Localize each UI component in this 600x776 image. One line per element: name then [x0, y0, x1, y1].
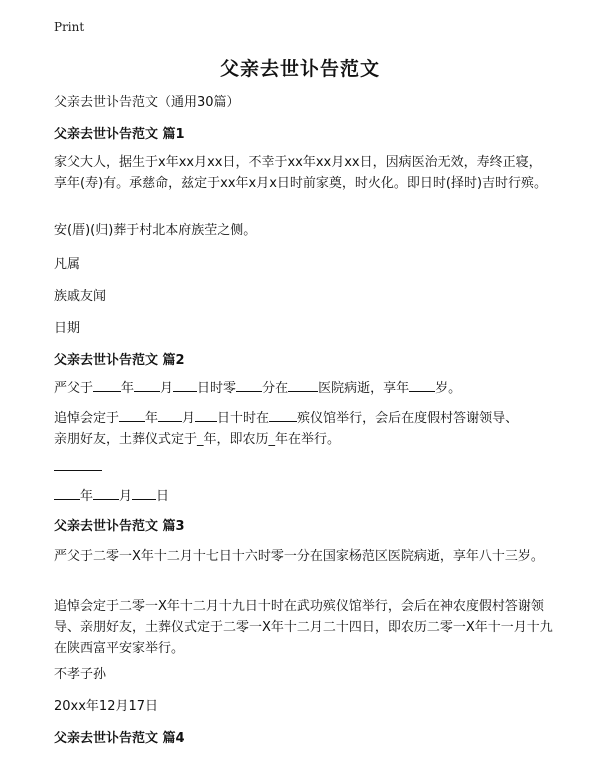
section-3-paragraph-1: 严父于二零一X年十二月十七日十六时零一分在国家杨范区医院病逝，享年八十三岁。: [54, 549, 544, 564]
blank-line: [119, 408, 145, 422]
text-segment: 月: [182, 411, 196, 426]
signature-line: [54, 470, 102, 471]
section-3-paragraph-2: 追悼会定于二零一X年十二月十九日十时在武功殡仪馆举行，会后在神农度假村答谢领导、亲朋好友，土葬仪式定于二零一X年十二月二十四日，即农历二零一X年十一月十九在陕西富平安家举行。: [54, 599, 553, 656]
blank-line: [288, 378, 318, 392]
text-segment: 岁。: [435, 381, 462, 396]
blank-line: [132, 486, 156, 500]
section-2-paragraph-2-line-1: [54, 408, 554, 429]
text-segment: 严父于: [54, 381, 94, 396]
text-segment: 日: [156, 489, 170, 504]
section-2-paragraph-2-line-2: 亲朋好友，土葬仪式定于_年，即农历_年在举行。: [54, 432, 341, 447]
text-segment: 分在: [262, 381, 289, 396]
blank-line: [158, 408, 182, 422]
text-segment: 殡仪馆举行，会后在度假村答谢领导、: [297, 411, 519, 426]
section-2-paragraph-2: [54, 408, 554, 450]
blank-line: [134, 378, 160, 392]
section-1-line-3: 凡属: [54, 257, 81, 272]
text-segment: 医院病逝，享年: [318, 381, 410, 396]
text-segment: 追悼会定于: [54, 411, 120, 426]
blank-line: [236, 378, 262, 392]
blank-line: [93, 378, 121, 392]
text-segment: 年: [121, 381, 135, 396]
section-1-paragraph-2: 安(厝)(归)葬于村北本府族茔之侧。: [54, 223, 257, 238]
section-heading-4: 父亲去世讣告范文 篇4: [54, 731, 185, 746]
section-1-paragraph-1: 家父大人，据生于x年xx月xx日，不幸于xx年xx月xx日，因病医治无效，寿终正寝，享年(寿)有。承慈命，兹定于xx年x月x日时前家奠，时火化。即日时(择时)吉时行殡。: [54, 155, 548, 191]
section-heading-3: 父亲去世讣告范文 篇3: [54, 519, 185, 534]
text-segment: 日十时在: [217, 411, 270, 426]
section-heading-1: 父亲去世讣告范文 篇1: [54, 127, 185, 142]
blank-line: [173, 378, 197, 392]
document-subtitle: 父亲去世讣告范文（通用30篇）: [54, 95, 240, 110]
section-3-signature: 不孝子孙: [54, 667, 107, 682]
text-segment: 年: [80, 489, 94, 504]
section-2-paragraph-1: [54, 378, 554, 399]
section-1-line-5: 日期: [54, 321, 81, 336]
blank-line: [269, 408, 297, 422]
blank-line: [54, 486, 80, 500]
section-1-line-4: 族戚友闻: [54, 289, 107, 304]
blank-line: [409, 378, 435, 392]
section-heading-2: 父亲去世讣告范文 篇2: [54, 353, 185, 368]
section-2-date: [54, 486, 554, 507]
text-segment: 年: [145, 411, 159, 426]
print-link[interactable]: Print: [54, 20, 85, 34]
text-segment: 月: [160, 381, 174, 396]
text-segment: 日时零: [197, 381, 237, 396]
blank-line: [93, 486, 119, 500]
text-segment: 月: [119, 489, 133, 504]
section-3-date: 20xx年12月17日: [54, 699, 159, 714]
blank-line: [195, 408, 217, 422]
document-title: 父亲去世讣告范文: [219, 58, 380, 80]
